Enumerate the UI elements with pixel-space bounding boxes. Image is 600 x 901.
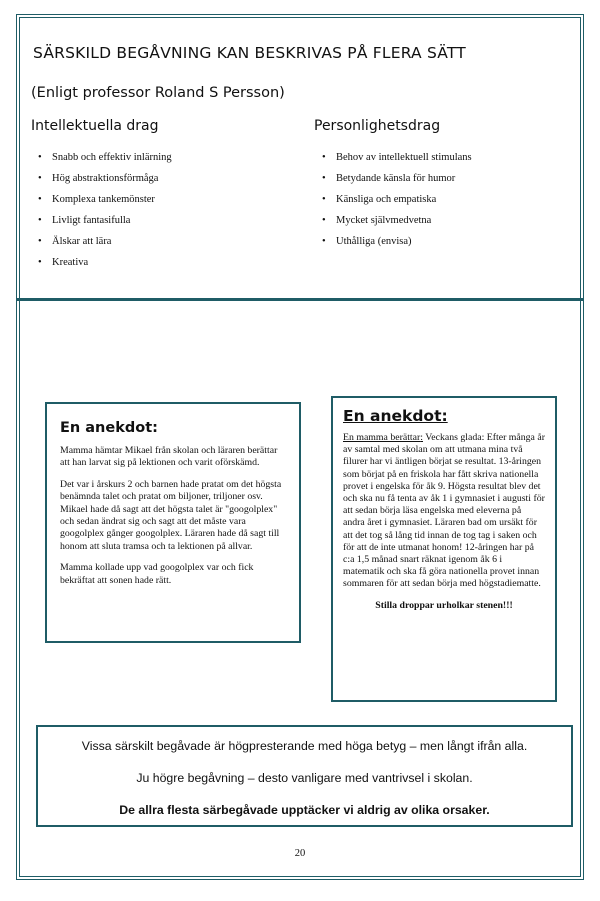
summary-box: [36, 725, 573, 827]
section-divider: [16, 298, 584, 301]
bullet-icon: •: [322, 173, 326, 184]
bullet-icon: •: [322, 194, 326, 205]
bullet-icon: •: [38, 236, 42, 247]
anecdote-paragraph: Mamma kollade upp vad googolplex var och fick bekräftat att sonen hade rätt.: [60, 562, 254, 586]
anecdote-paragraph: Mamma hämtar Mikael från skolan och läraren berättar att han larvat sig på lektionen och varit oförskämd.: [60, 445, 278, 469]
list-item: • Älskar att lära: [38, 231, 172, 252]
anecdote-box-right: [331, 396, 557, 702]
bullet-icon: •: [38, 215, 42, 226]
intellectual-traits-list: [38, 147, 172, 273]
list-item: • Snabb och effektiv inlärning: [38, 147, 172, 168]
page-number: 20: [294, 848, 306, 859]
anecdote-body: Veckans glada: Efter många år av samtal med skolan om att utmana mina två filurer har vi äntligen börjat se resultat. 13-åringen som börjat på en friskola har fått skriva nationella provet i engelska för åk 9. Högsta resultat blev det och ska nu få tenta av åk 1 i gymnasiet i augusti för att sedan börja läsa engelska med eleverna på andra året i gymnasiet. Läraren bad om ursäkt för att det tog så lång tid innan de tog tag i saken och för att de inte utmanat honom! 12-åringen har på c:a 1,5 månad snart räknat igenom åk 6 i matematik och ska få göra nationella provet innan sommaren för att sedan börja med högstadiematte.: [343, 432, 545, 590]
personality-traits-list: [322, 147, 472, 252]
personality-traits-heading: Personlighetsdrag: [314, 118, 441, 134]
bullet-icon: •: [38, 194, 42, 205]
anecdote-paragraph: En mamma berättar: Veckans glada: Efter många år av samtal med skolan om att utmana mina två filurer har vi äntligen börjat se resultat. 13-åringen som börjat på en friskola har fått skriva nationella provet i engelska för åk 9. Högsta resultat blev det och ska nu få tenta av åk 1 i gymnasiet i augusti för att sedan börja läsa engelska med eleverna på andra året i gymnasiet. Läraren bad om ursäkt för att det tog så lång tid innan de tog tag i saken och för att de inte utmanat honom! 12-åringen har på c:a 1,5 månad snart räknat igenom åk 6 i matematik och ska få göra nationella provet innan sommaren för att sedan börja med högstadiematte.: [343, 432, 545, 590]
anecdote-title: En anekdot:: [343, 407, 448, 425]
summary-line-1: Vissa särskilt begåvade är högpresterande med höga betyg – men långt ifrån alla.: [81, 739, 528, 753]
bullet-icon: •: [38, 173, 42, 184]
bullet-icon: •: [322, 236, 326, 247]
bullet-icon: •: [322, 152, 326, 163]
intellectual-traits-heading: Intellektuella drag: [31, 118, 159, 134]
list-item: • Känsliga och empatiska: [322, 189, 472, 210]
bullet-icon: •: [38, 152, 42, 163]
list-item: • Hög abstraktionsförmåga: [38, 168, 172, 189]
page-title: SÄRSKILD BEGÅVNING KAN BESKRIVAS PÅ FLERA SÄTT: [33, 44, 466, 62]
summary-line-3: De allra flesta särbegåvade upptäcker vi aldrig av olika orsaker.: [119, 803, 490, 817]
anecdote-title: En anekdot:: [60, 420, 158, 436]
list-item: • Kreativa: [38, 252, 172, 273]
anecdote-box-left: [45, 402, 301, 643]
list-item: • Livligt fantasifulla: [38, 210, 172, 231]
bullet-icon: •: [322, 215, 326, 226]
list-item: • Uthålliga (envisa): [322, 231, 472, 252]
anecdote-paragraph: Det var i årskurs 2 och barnen hade pratat om det högsta benämnda talet och pratat om biljoner, triljoner osv. Mikael hade då sagt att det högsta talet är "googolplex" och sedan ändrat sig och sagt att det måste vara googolplex gånger googolplex. Läraren hade då sagt till honom att sluta tramsa och ta lektionen på allvar.: [60, 478, 282, 552]
list-item: • Behov av intellektuell stimulans: [322, 147, 472, 168]
list-item: • Betydande känsla för humor: [322, 168, 472, 189]
page-subtitle: (Enligt professor Roland S Persson): [31, 85, 285, 101]
summary-line-2: Ju högre begåvning – desto vanligare med vantrivsel i skolan.: [136, 771, 473, 785]
anecdote-intro: En mamma berättar: [343, 432, 421, 443]
list-item: • Mycket självmedvetna: [322, 210, 472, 231]
list-item: • Komplexa tankemönster: [38, 189, 172, 210]
bullet-icon: •: [38, 257, 42, 268]
anecdote-closing: Stilla droppar urholkar stenen!!!: [375, 599, 513, 611]
